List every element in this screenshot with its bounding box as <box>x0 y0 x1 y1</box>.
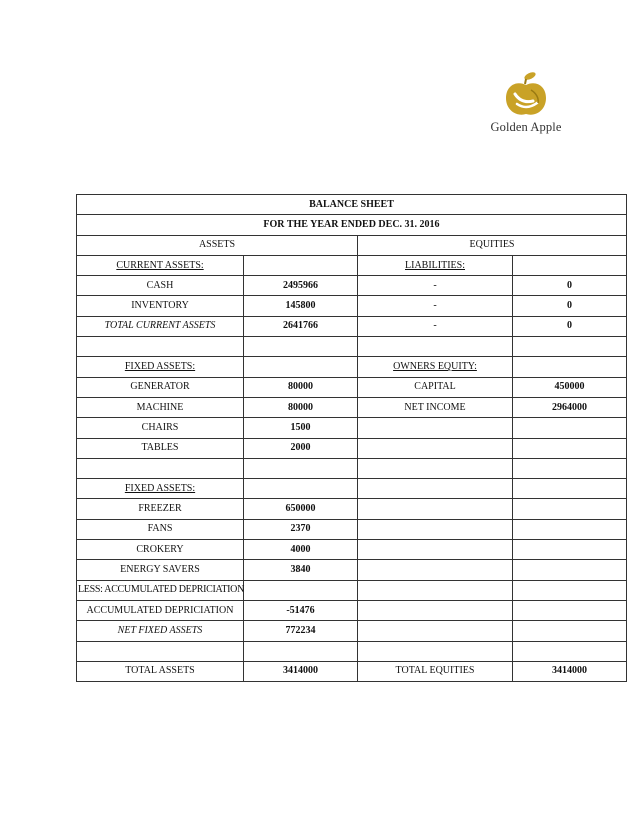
table-row <box>77 418 627 438</box>
table-row <box>77 540 627 560</box>
asset-label: MACHINE <box>77 397 244 417</box>
asset-label: INVENTORY <box>77 296 244 316</box>
title-row <box>77 195 627 215</box>
table-row <box>77 377 627 397</box>
asset-label: FREEZER <box>77 499 244 519</box>
asset-value: 650000 <box>244 499 358 519</box>
asset-value: 80000 <box>244 377 358 397</box>
liability-label: - <box>358 316 513 336</box>
asset-value: 2495966 <box>244 276 358 296</box>
asset-label: CROKERY <box>77 540 244 560</box>
total-current-assets-label: TOTAL CURRENT ASSETS <box>77 316 244 336</box>
balance-sheet-table <box>76 194 627 682</box>
subtitle-row <box>77 215 627 235</box>
accumulated-depreciation-value: -51476 <box>244 600 358 620</box>
asset-value: 3840 <box>244 560 358 580</box>
section-header-row <box>77 235 627 255</box>
table-row <box>77 519 627 539</box>
equity-label: CAPITAL <box>358 377 513 397</box>
liability-label: - <box>358 276 513 296</box>
asset-value: 2370 <box>244 519 358 539</box>
table-row <box>77 276 627 296</box>
fixed-assets-heading: FIXED ASSETS: <box>77 479 244 499</box>
asset-label: FANS <box>77 519 244 539</box>
asset-value: 4000 <box>244 540 358 560</box>
table-row <box>77 296 627 316</box>
net-fixed-assets-value: 772234 <box>244 621 358 641</box>
asset-value: 145800 <box>244 296 358 316</box>
asset-label: TABLES <box>77 438 244 458</box>
owners-equity-heading: OWNERS EQUITY: <box>358 357 513 377</box>
table-row <box>77 397 627 417</box>
empty-row <box>77 337 627 357</box>
total-assets-value: 3414000 <box>244 661 358 681</box>
asset-label: CASH <box>77 276 244 296</box>
asset-label: CHAIRS <box>77 418 244 438</box>
table-row <box>77 479 627 499</box>
table-row <box>77 357 627 377</box>
apple-icon <box>503 70 549 118</box>
equity-value: 2964000 <box>513 397 627 417</box>
liability-value: 0 <box>513 316 627 336</box>
sheet-subtitle: FOR THE YEAR ENDED DEC. 31. 2016 <box>77 215 627 235</box>
accumulated-depreciation-label: ACCUMULATED DEPRICIATION <box>77 600 244 620</box>
table-row <box>77 316 627 336</box>
asset-value: 2000 <box>244 438 358 458</box>
equities-header: EQUITIES <box>358 235 627 255</box>
empty-row <box>77 641 627 661</box>
less-accumulated-label: LESS: ACCUMULATED DEPRICIATION <box>77 580 244 600</box>
liability-value: 0 <box>513 296 627 316</box>
asset-label: GENERATOR <box>77 377 244 397</box>
current-assets-heading: CURRENT ASSETS: <box>77 255 244 275</box>
total-current-assets-value: 2641766 <box>244 316 358 336</box>
table-row <box>77 560 627 580</box>
assets-header: ASSETS <box>77 235 358 255</box>
table-row <box>77 255 627 275</box>
total-equities-label: TOTAL EQUITIES <box>358 661 513 681</box>
liabilities-heading: LIABILITIES: <box>358 255 513 275</box>
table-row <box>77 580 627 600</box>
empty-row <box>77 458 627 478</box>
asset-value: 80000 <box>244 397 358 417</box>
equity-label: NET INCOME <box>358 397 513 417</box>
golden-apple-logo <box>486 70 566 140</box>
total-equities-value: 3414000 <box>513 661 627 681</box>
table-row <box>77 499 627 519</box>
fixed-assets-heading: FIXED ASSETS: <box>77 357 244 377</box>
liability-label: - <box>358 296 513 316</box>
liability-value: 0 <box>513 276 627 296</box>
net-fixed-assets-label: NET FIXED ASSETS <box>77 621 244 641</box>
sheet-title: BALANCE SHEET <box>77 195 627 215</box>
brand-name: Golden Apple <box>490 120 562 134</box>
table-row <box>77 621 627 641</box>
equity-value: 450000 <box>513 377 627 397</box>
table-row <box>77 438 627 458</box>
asset-value: 1500 <box>244 418 358 438</box>
total-assets-label: TOTAL ASSETS <box>77 661 244 681</box>
asset-label: ENERGY SAVERS <box>77 560 244 580</box>
totals-row <box>77 661 627 681</box>
table-row <box>77 600 627 620</box>
